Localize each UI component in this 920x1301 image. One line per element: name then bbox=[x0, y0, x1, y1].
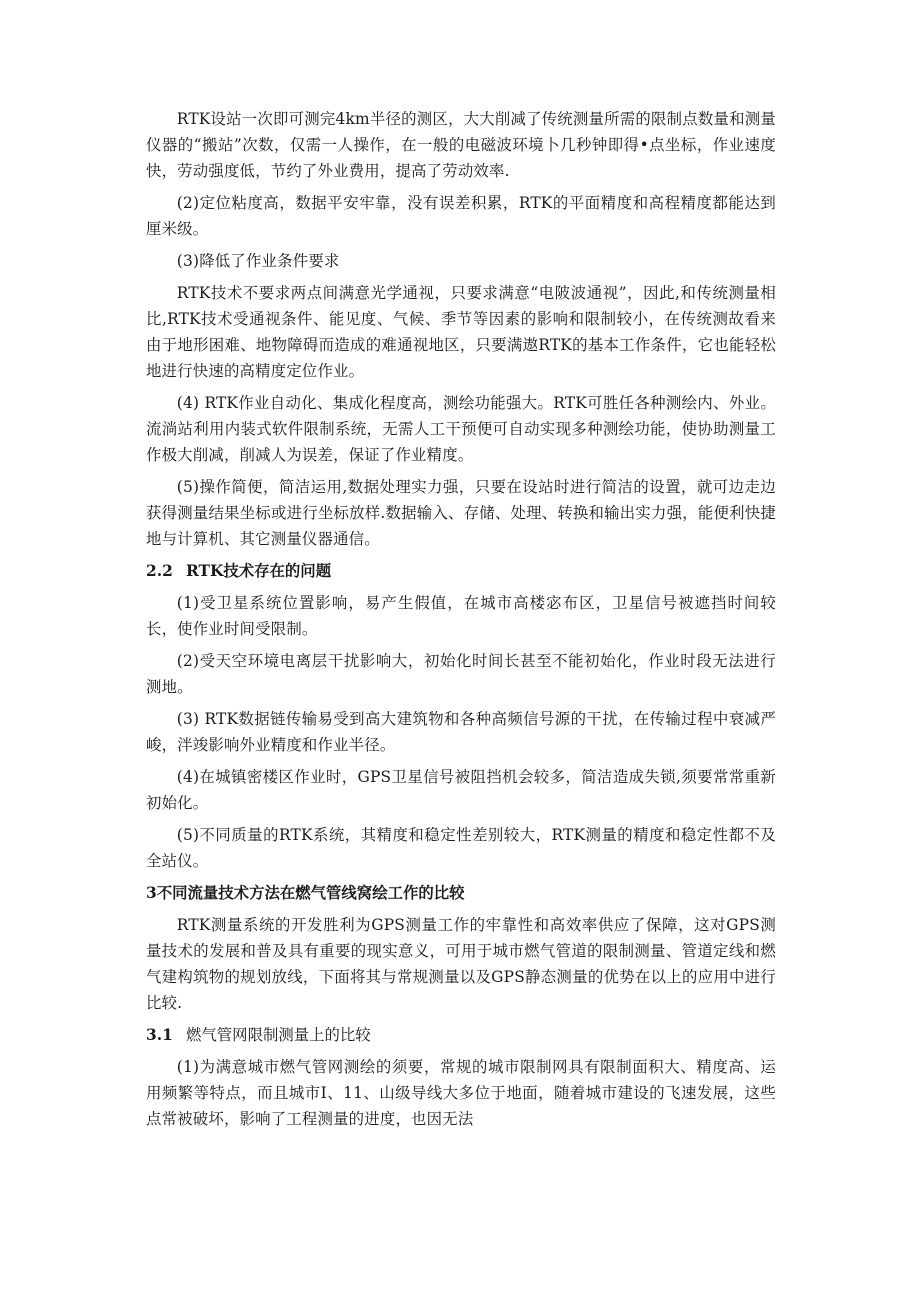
paragraph-simple-operation: (5)操作简便，简洁运用,数据处理实力强，只要在设站时进行简洁的设置，就可边走边获得测量结果坐标或进行坐标放样.数据输入、存储、处理、转换和输出实力强，能便利快捷地与计算机、其它测量仪器通信。 bbox=[146, 478, 776, 548]
paragraph-reduced-conditions-title: (3)降低了作业条件要求 bbox=[176, 252, 340, 270]
paragraph-reduced-conditions: RTK技术不要求两点间满意光学通视，只要求满意“电陂波通视”，因此,和传统测量相比,RTK技术受通视条件、能见度、气候、季节等因素的影响和限制较小，在传统测故看来由于地形困难、地物障碍而造成的难通视地区，只要满遨RTK的基本工作条件，它也能轻松地进行快速的高精度定位作业。 bbox=[146, 284, 776, 380]
section-heading-3-1 bbox=[146, 1022, 776, 1048]
paragraph-control-network: (1)为满意城市燃气管网测绘的须要，常规的城市限制网具有限制面积大、精度高、运用频繁等特点，而且城市I、11、山级导线大多位于地面，随着城市建设的飞速发展，这些点常被破坏，影响了工程测量的进度，也因无法 bbox=[146, 1058, 776, 1128]
section-number: 2.2 bbox=[146, 562, 173, 580]
section-title: 不同流量技术方法在燃气管线窝绘工作的比较 bbox=[156, 884, 465, 902]
paragraph-problem-1: (1)受卫星系统位置影响，易产生假值，在城市高楼宓布区，卫星信号被遮挡时间较长，使作业时间受限制。 bbox=[146, 594, 776, 638]
section-title: RTK技术存在的问题 bbox=[186, 562, 332, 580]
section-title: 燃气管网限制测量上的比较 bbox=[186, 1026, 371, 1044]
paragraph-problem-4: (4)在城镇密楼区作业时，GPS卫星信号被阻挡机会较多，简洁造成失锁,须要常常重新初始化。 bbox=[146, 768, 776, 812]
document-body bbox=[146, 106, 776, 1138]
paragraph-problem-2: (2)受天空环境电离层干扰影响大，初始化时间长甚至不能初始化，作业时段无法进行测地。 bbox=[146, 652, 776, 696]
paragraph-comparison-intro: RTK测量系统的开发胜利为GPS测量工作的牢靠性和高效率供应了保障，这对GPS测量技术的发展和普及具有重要的现实意义，可用于城市燃气管道的限制测量、管道定线和燃气建构筑物的规划放线，下面将其与常规测量以及GPS静态测量的优势在以上的应用中进行比较. bbox=[146, 916, 776, 1012]
paragraph-automation: (4) RTK作业自动化、集成化程度高，测绘功能强大。RTK可胜任各种测绘内、外业。流淌站利用内装式软件限制系统，无需人工干预便可自动实现多种测绘功能，使协助测量工作极大削减，削减人为误差，保证了作业精度。 bbox=[146, 394, 776, 464]
paragraph-problem-5: (5)不同质量的RTK系统，其精度和稳定性差别较大，RTK测量的精度和稳定性都不及全站仪。 bbox=[146, 826, 776, 870]
paragraph-positioning-accuracy: (2)定位粘度高，数据平安牢靠，没有误差积累，RTK的平面精度和高程精度都能达到厘米级。 bbox=[146, 194, 776, 238]
section-heading-3 bbox=[146, 880, 776, 906]
paragraph-rtk-efficiency: RTK设站一次即可测完4km半径的测区，大大削减了传统测量所需的限制点数量和测量仪器的“搬站”次数，仅需一人操作，在一般的电磁波环境卜几秒钟即得•点坐标，作业速度快，劳动强度低，节约了外业费用，提高了劳动效率. bbox=[146, 110, 776, 180]
section-number: 3 bbox=[146, 884, 157, 902]
section-heading-2-2 bbox=[146, 558, 776, 584]
paragraph-problem-3: (3) RTK数据链传输易受到高大建筑物和各种高频信号源的干扰，在传输过程中衰减严峻，泮竣影响外业精度和作业半径。 bbox=[146, 710, 776, 754]
section-number: 3.1 bbox=[146, 1026, 173, 1044]
